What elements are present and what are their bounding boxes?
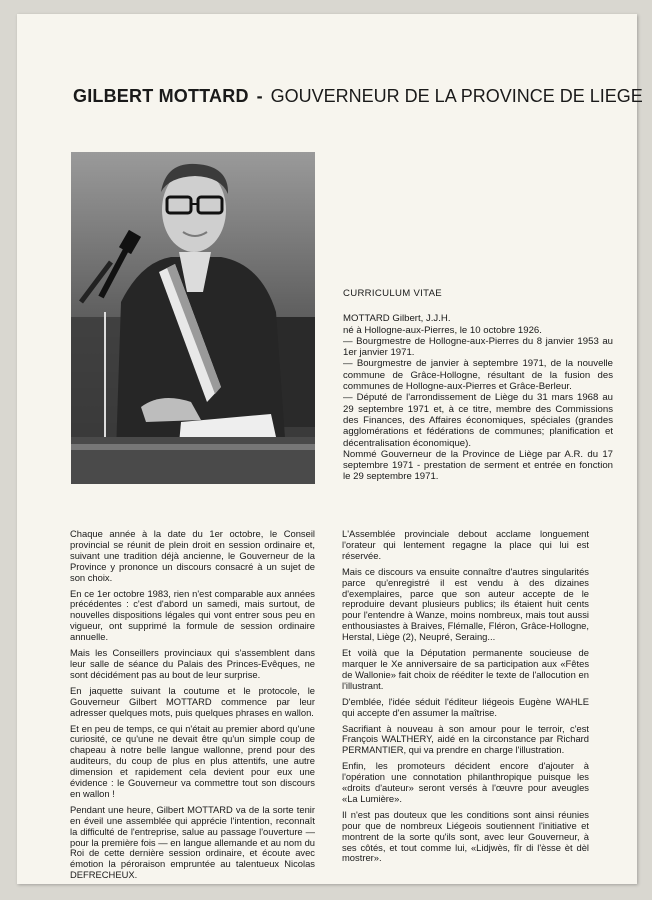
cv-line: — Bourgmestre de janvier à septembre 1971, de la nouvelle commune de Grâce-Hollogne, résultant de la fusion des communes de Hollogne-aux-Pierres et Grâce-Berleur.	[343, 358, 613, 393]
paragraph: Enfin, les promoteurs décident encore d'ajouter à l'opération une connotation philanthropique puisque les «droits d'auteur» seront versés à l'œuvre pour aveugles «La Lumière».	[342, 760, 589, 804]
paragraph: En ce 1er octobre 1983, rien n'est comparable aux années précédentes : c'est d'abord un samedi, mais surtout, de nouvelles dispositions légales qui vont entrer sous peu en vigueur, ont supprimé la formule de session ordinaire annuelle.	[70, 587, 315, 643]
paragraph: Pendant une heure, Gilbert MOTTARD va de la sorte tenir en éveil une assemblée qui apprécie l'intention, reconnaît la difficulté de l'entreprise, salue au passage l'ouverture — pour la première fois — en langue allemande et au nom du Roi de cette dernière session ordinaire, et écoute avec émotion la péroraison empruntée au talentueux Nicolas DEFRECHEUX.	[70, 803, 315, 881]
portrait-photo	[71, 152, 315, 484]
paragraph: Mais ce discours va ensuite connaître d'autres singularités parce qu'enregistré il est vendu à des dizaines d'exemplaires, parce que son auteur accepte de le reproduire devant plusieurs publics; ils étaient huit cents pour l'entendre à Wanze, moins nombreux, mais tout aussi enthousiastes à Braives, Flémalle, Fléron, Grâce-Hollogne, Herstal, Liège (2), Neupré, Seraing...	[342, 565, 589, 643]
curriculum-vitae	[343, 288, 613, 483]
paragraph: Mais les Conseillers provinciaux qui s'assemblent dans leur salle de séance du Palais des Princes-Evêques, ne sont décidément pas au bout de leur surprise.	[70, 647, 315, 680]
page-header	[73, 86, 643, 107]
cv-line: — Bourgmestre de Hollogne-aux-Pierres du 8 janvier 1953 au 1er janvier 1971.	[343, 335, 613, 359]
paragraph: L'Assemblée provinciale debout acclame longuement l'orateur qui lentement regagne la place qui lui est réservée.	[342, 528, 589, 561]
cv-line: MOTTARD Gilbert, J.J.H.	[343, 313, 451, 325]
paragraph: Et voilà que la Députation permanente soucieuse de marquer le Xe anniversaire de sa participation aux «Fêtes de Wallonie» fait choix de rééditer le texte de l'allocution en l'illustrant.	[342, 647, 589, 691]
portrait-photo-graphic	[71, 152, 315, 484]
document-page	[17, 14, 643, 884]
paragraph: Sacrifiant à nouveau à son amour pour le terroir, c'est François WALTHERY, aidé en la circonstance par Richard PERMANTIER, qui va prendre en charge l'illustration.	[342, 722, 589, 756]
cv-heading: CURRICULUM VITAE	[343, 288, 442, 299]
cv-line: — Député de l'arrondissement de Liège du 31 mars 1968 au 29 septembre 1971 et, à ce titre, membre des Commissions des Finances, des Affaires économiques, spéciales (grandes agglomérations et fédérations de communes; planification et décentralisation économique).	[343, 392, 613, 449]
cv-line: né à Hollogne-aux-Pierres, le 10 octobre 1926.	[343, 324, 542, 336]
body-left-column	[70, 529, 315, 886]
governor-name: GILBERT MOTTARD	[73, 86, 249, 106]
paragraph: Il n'est pas douteux que les conditions sont ainsi réunies pour que de nombreux Liégeois soutiennent l'initiative et montrent de la sorte qu'ils sont, avec leur Gouverneur, à ses côtés, et tout comme lui, «Lidjwès, fîr di l'èsse èt dèl mostrer».	[342, 808, 589, 864]
paragraph: Chaque année à la date du 1er octobre, le Conseil provincial se réunit de plein droit en session ordinaire et, suivant une tradition déjà ancienne, le Gouverneur de la Province y prononce un discours consacré à un sujet de son choix.	[70, 528, 315, 583]
governor-title: GOUVERNEUR DE LA PROVINCE DE LIEGE	[270, 86, 643, 106]
paragraph: Et en peu de temps, ce qui n'était au premier abord qu'une curiosité, ce qu'une ne devait être qu'un simple coup de chapeau à notre belle langue wallonne, prend pour des auditeurs, du coup de plus en plus attentifs, une autre dimension et rapidement cela devient pour eux une évidence : le Gouverneur va commettre tout son discours en wallon !	[70, 722, 315, 799]
paragraph: D'emblée, l'idée séduit l'éditeur liégeois Eugène WAHLE qui accepte d'en assumer la maîtrise.	[342, 695, 589, 718]
cv-line: Nommé Gouverneur de la Province de Liège par A.R. du 17 septembre 1971 - prestation de serment et entrée en fonction le 29 septembre 1971.	[343, 448, 613, 483]
paragraph: En jaquette suivant la coutume et le protocole, le Gouverneur Gilbert MOTTARD commence par leur adresser quelques mots, puis quelques phrases en wallon.	[70, 684, 315, 718]
header-separator: -	[256, 86, 263, 106]
body-right-column	[342, 529, 589, 869]
